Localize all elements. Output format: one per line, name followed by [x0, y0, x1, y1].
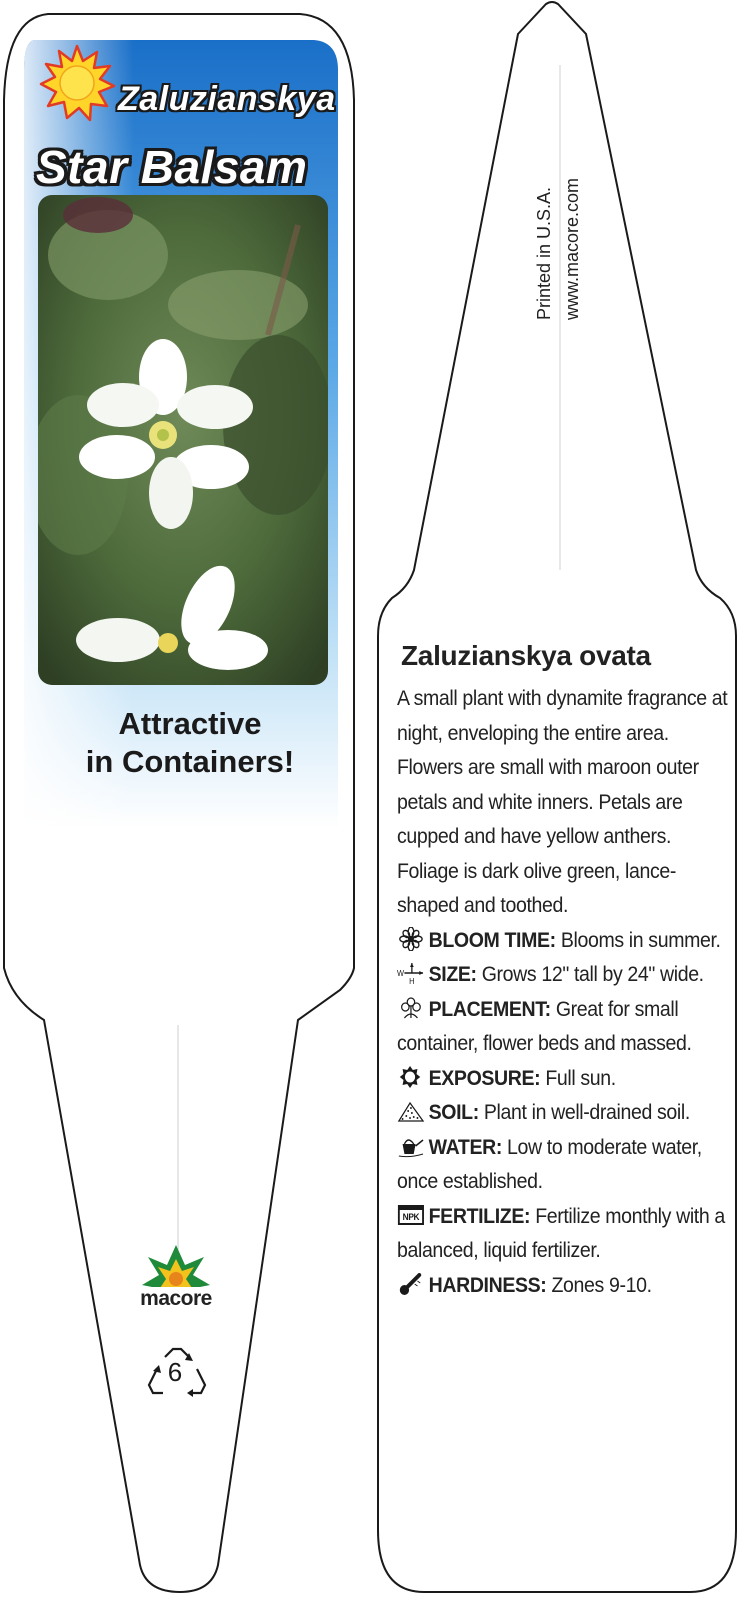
exposure-text: Full sun. [545, 1066, 616, 1090]
placement-icon [397, 996, 425, 1020]
genus-title: Zaluzianskya [118, 80, 336, 118]
common-name-title: Star Balsam [36, 141, 308, 193]
info-exposure [397, 1062, 732, 1097]
info-bloom-time [397, 924, 732, 959]
bloom-text: Blooms in summer. [560, 928, 721, 952]
soil-icon [397, 1099, 425, 1123]
bloom-icon [397, 927, 425, 951]
slogan-line-1: Attractive [118, 706, 262, 741]
water-label: WATER: [428, 1135, 502, 1159]
info-placement [397, 993, 732, 1062]
size-text: Grows 12" tall by 24" wide. [481, 963, 704, 986]
svg-text:H: H [409, 976, 415, 985]
info-size [397, 958, 732, 993]
size-label: SIZE: [428, 963, 477, 986]
fertilize-text: Fertilize monthly with a balanced, liquid fertilizer. [397, 1204, 725, 1262]
fertilize-label: FERTILIZE: [428, 1204, 531, 1228]
bloom-label: BLOOM TIME: [428, 928, 556, 952]
thermometer-icon [397, 1272, 425, 1296]
hardiness-text: Zones 9-10. [551, 1273, 652, 1297]
placement-text: Great for small container, flower beds and massed. [397, 997, 692, 1055]
printed-info [530, 120, 610, 320]
info-hardiness [397, 1269, 732, 1304]
info-fertilize [397, 1200, 732, 1269]
svg-text:W: W [397, 968, 404, 979]
sun-icon [397, 1065, 425, 1089]
water-text: Low to moderate water, once established. [397, 1135, 702, 1193]
recycle-code: 6 [167, 1357, 183, 1387]
botanical-name: Zaluzianskya ovata [401, 640, 651, 671]
printed-line-2: www.macore.com [562, 177, 582, 320]
info-water [397, 1131, 732, 1200]
npk-text: NPK [402, 1211, 420, 1222]
placement-label: PLACEMENT: [428, 997, 551, 1021]
size-icon [397, 961, 425, 985]
hardiness-label: HARDINESS: [428, 1273, 547, 1297]
plant-description: A small plant with dynamite fragrance at night, enveloping the entire area. Flowers are small with maroon outer petals and white inners. Petals are cupped and have yellow anthers. Foliage is dark olive green, lance-shaped and toothed. [397, 687, 728, 917]
brand-logo-text: macore [128, 1287, 224, 1311]
slogan-line-2: in Containers! [85, 744, 295, 779]
npk-icon [397, 1203, 425, 1227]
soil-label: SOIL: [428, 1101, 479, 1124]
soil-text: Plant in well-drained soil. [483, 1101, 690, 1124]
info-soil [397, 1096, 732, 1131]
back-info-panel [397, 640, 727, 1303]
watering-can-icon [397, 1134, 425, 1158]
printed-line-1: Printed in U.S.A. [534, 186, 554, 320]
exposure-label: EXPOSURE: [428, 1066, 541, 1090]
